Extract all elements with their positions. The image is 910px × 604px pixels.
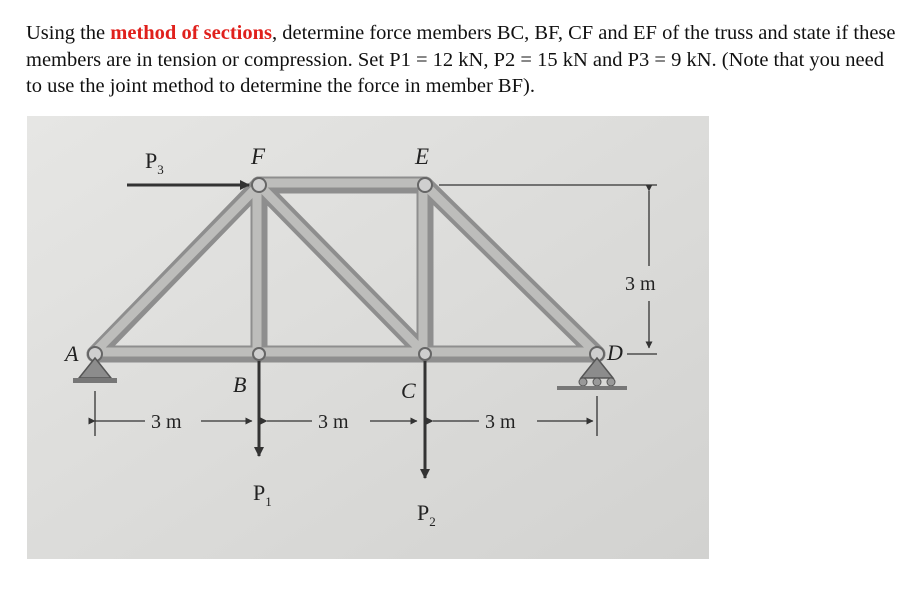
joint-e-label: E — [415, 144, 430, 169]
method-highlight: method of sections — [110, 22, 272, 44]
joint-a-label: A — [65, 341, 79, 366]
dim-span-cd: 3 m — [485, 411, 516, 433]
dim-height: 3 m — [625, 273, 656, 295]
problem-text-part1: Using the — [26, 22, 111, 44]
joint-c-label: C — [401, 378, 416, 403]
pin-e — [418, 178, 432, 192]
pin-b — [253, 348, 265, 360]
joint-b-label: B — [233, 372, 247, 397]
problem-text-part2: , determine force members BC, BF, CF and EF of the truss and state if these members are in tension or compression. Set P1 = 12 kN, P2 = 15 kN and P3 = 9 kN. (Note that you need to use the joint method to determine the force in member BF). — [26, 22, 896, 97]
load-p2-label: $P_2$ — [417, 500, 436, 529]
pin-f — [252, 178, 266, 192]
load-p1-label: $P_1$ — [253, 480, 272, 509]
dim-span-ab: 3 m — [151, 411, 182, 433]
joint-d-label: D — [607, 340, 623, 365]
pin-c — [419, 348, 431, 360]
problem-statement — [26, 20, 896, 100]
joint-f-label: F — [251, 144, 266, 169]
truss-diagram — [27, 116, 709, 559]
load-p3-label: $P_3$ — [145, 148, 164, 177]
truss-figure — [27, 116, 709, 559]
dim-span-bc: 3 m — [318, 411, 349, 433]
